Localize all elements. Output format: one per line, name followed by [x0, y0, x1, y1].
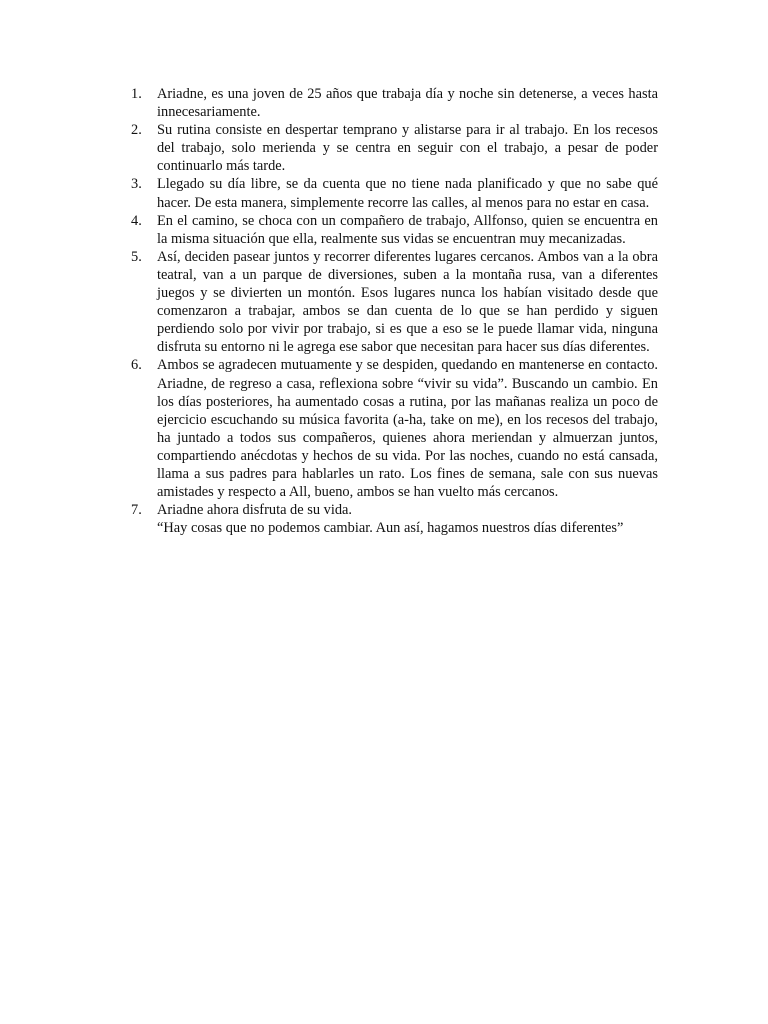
list-item [120, 212, 658, 248]
list-item [120, 356, 658, 501]
item-number: 2. [131, 122, 142, 139]
item-text: Su rutina consiste en despertar temprano y alistarse para ir al trabajo. En los recesos del trabajo, solo merienda y se centra en seguir con el trabajo, a pesar de poder continuarlo más tarde. [157, 122, 658, 175]
item-text: Así, deciden pasear juntos y recorrer diferentes lugares cercanos. Ambos van a la obra teatral, van a un parque de diversiones, suben a la montaña rusa, van a diferentes juegos y se divierten un montón. Esos lugares nunca los habían visitado desde que comenzaron a trabajar, ambos se dan cuenta de lo que se han perdido y siguen perdiendo solo por vivir por trabajo, si es que a eso se le puede llamar vida, ninguna disfruta su entorno ni le agrega ese sabor que necesitan para hacer sus días diferentes. [157, 248, 658, 356]
item-number: 1. [131, 86, 142, 102]
closing-quote: “Hay cosas que no podemos cambiar. Aun así, hagamos nuestros días diferentes” [157, 520, 624, 537]
story-list [120, 85, 658, 537]
item-number: 4. [131, 212, 142, 229]
list-item [120, 85, 658, 121]
item-text: Ariadne ahora disfruta de su vida. [157, 502, 353, 519]
item-number: 7. [131, 502, 142, 519]
list-item [120, 248, 658, 357]
item-number: 3. [131, 176, 142, 193]
item-number: 6. [131, 357, 142, 374]
list-item [120, 175, 658, 211]
item-text: Ambos se agradecen mutuamente y se despiden, quedando en mantenerse en contacto. Ariadne, de regreso a casa, reflexiona sobre “vivir su vida”. Buscando un cambio. En los días posteriores, ha aumentado cosas a rutina, por las mañanas realiza un poco de ejercicio escuchando su música favorita (a-ha, take on me), en los recesos del trabajo, ha juntado a todos sus compañeros, quienes ahora meriendan y almuerzan juntos, compartiendo anécdotas y hechos de su vida. Por las noches, cuando no está cansada, llama a sus padres para hablarles un rato. Los fines de semana, sale con sus nuevas amistades y respecto a All, bueno, ambos se han vuelto más cercanos. [157, 357, 658, 501]
item-text: Ariadne, es una joven de 25 años que trabaja día y noche sin detenerse, a veces hasta innecesariamente. [157, 86, 658, 121]
item-text: En el camino, se choca con un compañero de trabajo, Allfonso, quien se encuentra en la misma situación que ella, realmente sus vidas se encuentran muy mecanizadas. [157, 212, 658, 247]
list-item [120, 501, 658, 537]
list-item [120, 121, 658, 175]
item-text: Llegado su día libre, se da cuenta que no tiene nada planificado y que no sabe qué hacer. De esta manera, simplemente recorre las calles, al menos para no estar en casa. [157, 176, 658, 211]
item-number: 5. [131, 248, 142, 265]
